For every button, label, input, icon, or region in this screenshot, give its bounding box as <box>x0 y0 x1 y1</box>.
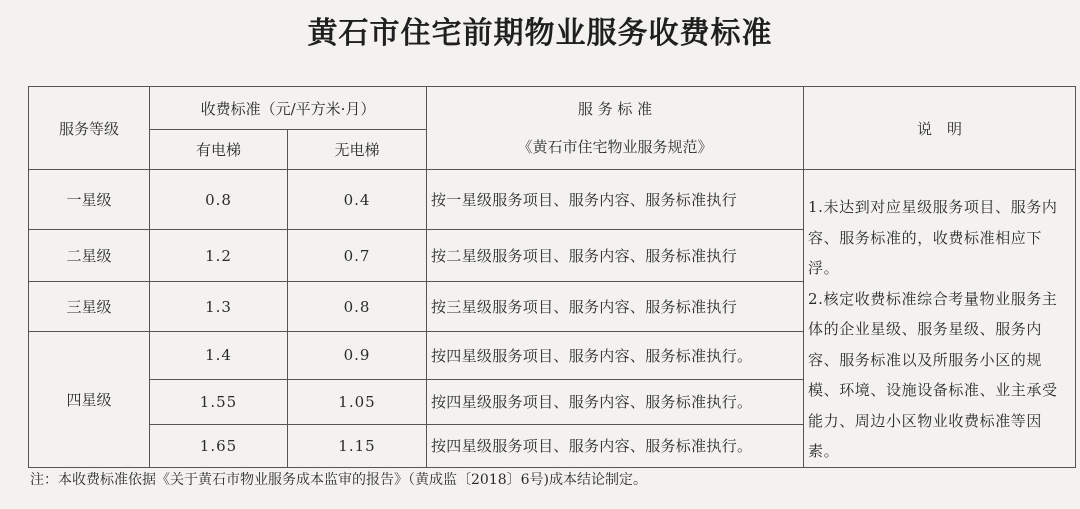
fee-no-elevator-cell: 0.8 <box>288 282 427 332</box>
fee-standard-table <box>28 86 1076 468</box>
table-row <box>29 170 1076 230</box>
fee-no-elevator-cell: 1.15 <box>288 424 427 467</box>
fee-elevator-cell: 1.55 <box>150 379 288 424</box>
fee-elevator-cell: 1.3 <box>150 282 288 332</box>
header-standard <box>427 87 804 170</box>
header-elevator: 有电梯 <box>150 130 288 170</box>
fee-elevator-cell: 1.2 <box>150 230 288 282</box>
header-standard-title: 服 务 标 准 <box>577 100 653 118</box>
grade-cell: 一星级 <box>29 170 150 230</box>
header-standard-sub: 《黄石市住宅物业服务规范》 <box>517 138 713 156</box>
header-fee: 收费标准（元/平方米·月） <box>150 87 427 130</box>
fee-no-elevator-cell: 1.05 <box>288 379 427 424</box>
header-notes: 说 明 <box>804 87 1076 170</box>
grade-cell: 三星级 <box>29 282 150 332</box>
fee-elevator-cell: 1.4 <box>150 332 288 380</box>
header-grade: 服务等级 <box>29 87 150 170</box>
grade-cell: 二星级 <box>29 230 150 282</box>
notes-cell <box>804 170 1076 468</box>
standard-cell: 按一星级服务项目、服务内容、服务标准执行 <box>427 170 804 230</box>
standard-cell: 按三星级服务项目、服务内容、服务标准执行 <box>427 282 804 332</box>
fee-no-elevator-cell: 0.9 <box>288 332 427 380</box>
standard-cell: 按四星级服务项目、服务内容、服务标准执行。 <box>427 379 804 424</box>
standard-cell: 按四星级服务项目、服务内容、服务标准执行。 <box>427 332 804 380</box>
standard-cell: 按四星级服务项目、服务内容、服务标准执行。 <box>427 424 804 467</box>
header-no-elevator: 无电梯 <box>288 130 427 170</box>
note-item: 2.核定收费标准综合考量物业服务主体的企业星级、服务星级、服务内容、服务标准以及所服务小区的规模、环境、设施设备标准、业主承受能力、周边小区物业收费标准等因素。 <box>808 289 1058 460</box>
note-item: 1.未达到对应星级服务项目、服务内容、服务标准的，收费标准相应下浮。 <box>808 198 1058 277</box>
footnote: 注：本收费标准依据《关于黄石市物业服务成本监审的报告》（黄成监〔2018〕6号)成本结论制定。 <box>30 472 647 488</box>
fee-elevator-cell: 0.8 <box>150 170 288 230</box>
standard-cell: 按二星级服务项目、服务内容、服务标准执行 <box>427 230 804 282</box>
fee-elevator-cell: 1.65 <box>150 424 288 467</box>
grade-cell: 四星级 <box>29 332 150 468</box>
fee-no-elevator-cell: 0.7 <box>288 230 427 282</box>
fee-no-elevator-cell: 0.4 <box>288 170 427 230</box>
page-title: 黄石市住宅前期物业服务收费标准 <box>307 16 773 51</box>
